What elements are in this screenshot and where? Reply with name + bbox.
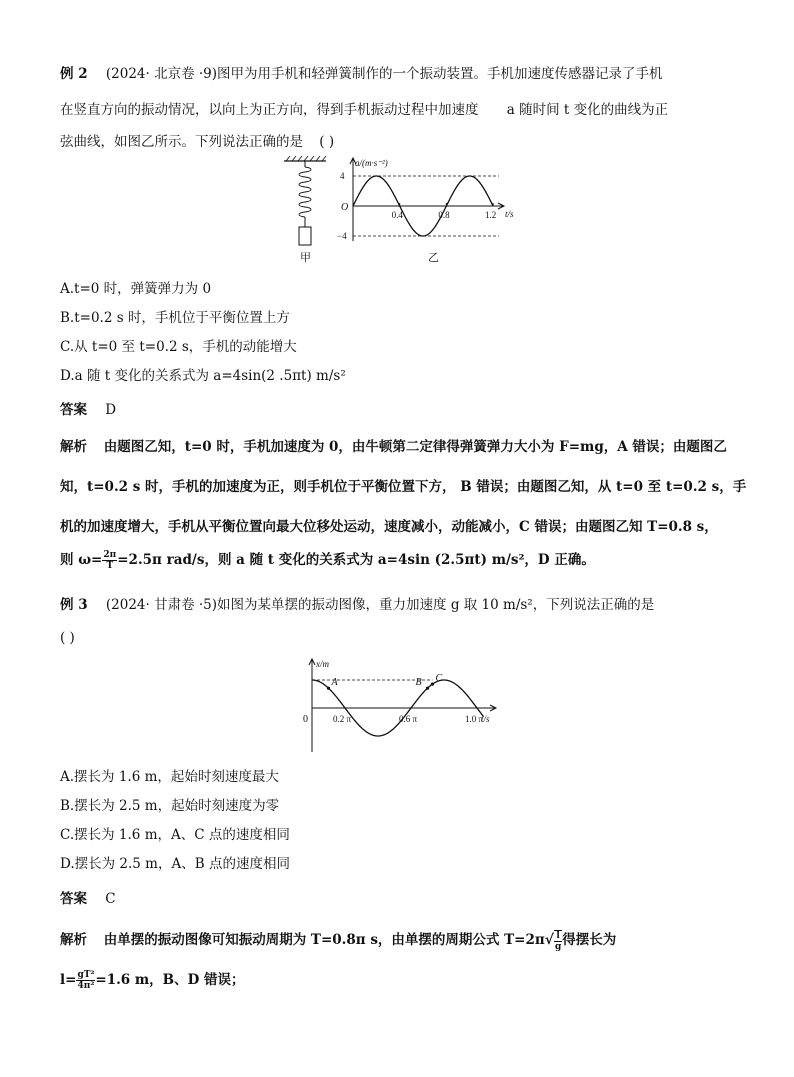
ex2-analysis-line-3: 机的加速度增大，手机从平衡位置向最大位移处运动，速度减小，动能减小，C 错误；由题图乙知 T=0.8 s， — [60, 519, 718, 535]
ceiling-hatch — [286, 156, 326, 161]
x-tick-label: 0.2 π — [333, 714, 352, 724]
ex2-analysis-line-2: 知，t=0.2 s 时，手机的加速度为正，则手机位于平衡位置下方， B 错误；由题图乙知，从 t=0 至 t=0.2 s，手 — [60, 479, 747, 495]
point-marker — [431, 683, 434, 686]
ex2-answer — [60, 398, 116, 418]
ex2-question-line-2 — [60, 98, 668, 118]
point-marker — [327, 687, 330, 690]
ex2-question-text-2: 在竖直方向的振动情况，以向上为正方向，得到手机振动过程中加速度 — [60, 102, 479, 118]
ex3-analysis-line-1 — [60, 928, 616, 952]
ex2-option-a: A.t=0 时，弹簧弹力为 0 — [60, 281, 212, 297]
ex2-analysis-post: =2.5π rad/s，则 a 随 t 变化的关系式为 a=4sin (2.5πt) m/s²，D 正确。 — [117, 552, 595, 568]
x-tick-label: 0.6 π — [399, 714, 418, 724]
y-tick-label: −4 — [337, 231, 347, 241]
y-axis-label: a/(m·s⁻²) — [355, 158, 388, 168]
ex2-source: (2024· 北京卷 ·9) — [105, 66, 218, 82]
omega-fraction: $\frac{2\pi}{T}$ — [103, 550, 117, 571]
ex3-option-d: D.摆长为 2.5 m，A、B 点的速度相同 — [60, 856, 290, 872]
phone-block — [299, 227, 311, 245]
ex3-question-line-1 — [60, 593, 654, 613]
ex2-answer-value: D — [105, 402, 117, 418]
ex2-question-text-1: 图甲为用手机和轻弹簧制作的一个振动装置。手机加速度传感器记录了手机 — [217, 66, 663, 82]
ex3-answer-value: C — [105, 891, 116, 907]
ex2-label: 例 2 — [60, 66, 88, 82]
x-tick-label: 1.2 — [485, 210, 497, 220]
origin-label: O — [341, 202, 349, 213]
ex3-answer-paren: ( ) — [60, 630, 75, 646]
ex2-question-line-3 — [60, 130, 334, 150]
ex2-answer-paren: ( ) — [319, 134, 335, 150]
ex2-analysis-line-1 — [60, 435, 727, 455]
x-axis-label: t/s — [505, 209, 514, 219]
sqrt-icon: √ — [544, 932, 554, 948]
spring-icon — [299, 167, 311, 217]
point-label: B — [415, 677, 422, 689]
ex2-analysis-line-4 — [60, 548, 595, 571]
ex3-source: (2024· 甘肃卷 ·5) — [105, 597, 218, 613]
ex3-chart — [295, 655, 505, 755]
ex3-answer-label: 答案 — [60, 891, 87, 907]
point-label: A — [331, 677, 338, 689]
x-tick-label: 1.0 π — [465, 714, 484, 724]
ex3-analysis-line-2 — [60, 968, 245, 991]
y-axis-label: x/m — [316, 659, 329, 669]
ex3-label: 例 3 — [60, 597, 88, 613]
ex2-analysis-label: 解析 — [60, 439, 87, 455]
ex2-analysis-pre: 则 ω= — [60, 552, 103, 568]
ex3-analysis-label: 解析 — [60, 932, 87, 948]
ex2-question-text-3: 弦曲线，如图乙所示。下列说法正确的是 — [60, 134, 303, 150]
ex2-analysis-text-1: 由题图乙知，t=0 时，手机加速度为 0，由牛顿第二定律得弹簧弹力大小为 F=mg，A 错误；由题图乙 — [103, 439, 727, 455]
fig-jia-caption: 甲 — [300, 252, 311, 264]
ex3-option-c: C.摆长为 1.6 m，A、C 点的速度相同 — [60, 827, 290, 843]
x-tick-label: 0.8 — [438, 210, 450, 220]
ex3-length-post: =1.6 m，B、D 错误； — [95, 972, 245, 988]
ex3-option-b: B.摆长为 2.5 m，起始时刻速度为零 — [60, 798, 280, 814]
ex3-analysis-post: 得摆长为 — [562, 932, 617, 948]
point-marker — [426, 687, 429, 690]
origin-label: 0 — [303, 714, 308, 725]
ex2-option-c: C.从 t=0 至 t=0.2 s，手机的动能增大 — [60, 339, 297, 355]
ex2-option-b: B.t=0.2 s 时，手机位于平衡位置上方 — [60, 310, 290, 326]
ex3-answer — [60, 887, 116, 907]
x-tick-label: 0.4 — [391, 210, 403, 220]
fig-yi-caption: 乙 — [428, 252, 439, 264]
ex3-length-pre: l= — [60, 972, 77, 988]
ex3-option-a: A.摆长为 1.6 m，起始时刻速度最大 — [60, 769, 279, 785]
ex3-question-text: 如图为某单摆的振动图像，重力加速度 g 取 10 m/s²，下列说法正确的是 — [217, 597, 655, 613]
ex2-question-text-2b: a 随时间 t 变化的曲线为正 — [506, 102, 669, 118]
sqrt-fraction: $\frac{l}{g}$ — [554, 930, 562, 952]
ex2-chart — [335, 155, 525, 265]
length-fraction: $\frac{\text{gT²}}{\text{4π²}}$ — [77, 970, 95, 991]
point-label: C — [435, 673, 443, 685]
x-axis-label: t/s — [481, 714, 490, 724]
ex3-analysis-pre: 由单摆的振动图像可知振动周期为 T=0.8π s，由单摆的周期公式 T=2π — [103, 932, 545, 948]
ex2-answer-label: 答案 — [60, 402, 87, 418]
ex2-option-d: D.a 随 t 变化的关系式为 a=4sin(2 .5πt) m/s² — [60, 368, 346, 384]
ex2-question-line-1 — [60, 62, 663, 82]
y-tick-label: 4 — [340, 171, 345, 181]
ex2-figure-jia — [280, 155, 330, 265]
